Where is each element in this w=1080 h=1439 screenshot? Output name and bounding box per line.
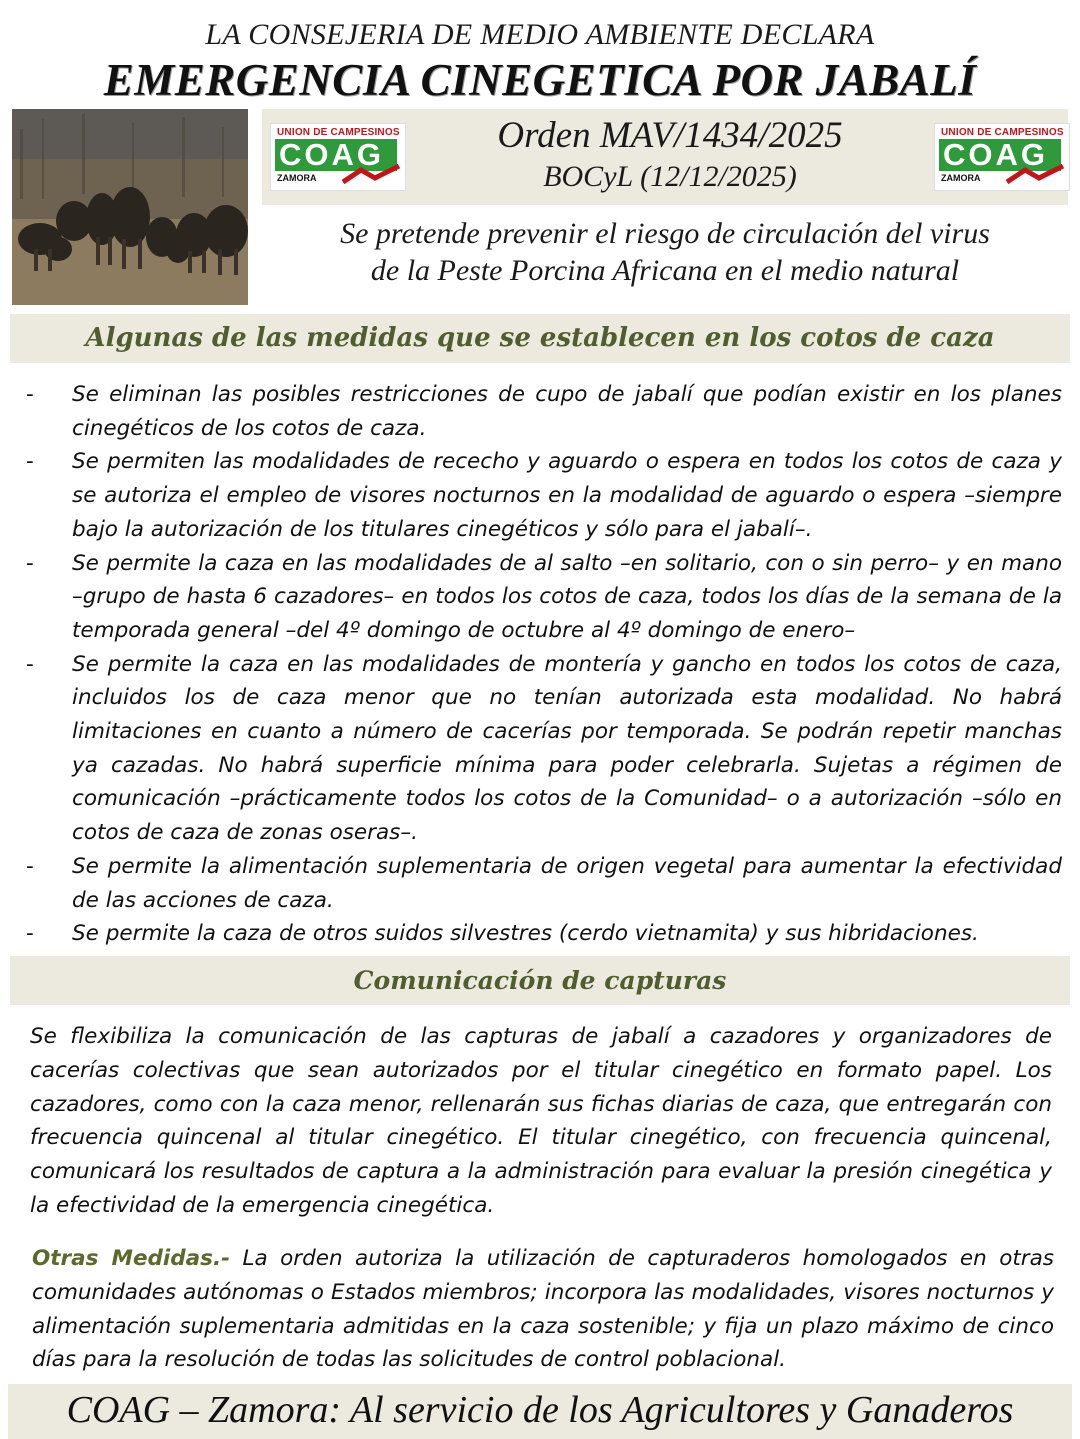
list-item [22, 547, 1062, 648]
logo-top-text: UNION DE CAMPESINOS [941, 127, 1064, 138]
list-item-text: Se permite la alimentación suplementaria de origen vegetal para aumentar la efectividad de las acciones de caza. [72, 853, 1062, 913]
list-item [22, 850, 1062, 917]
list-item-text: Se permite la caza en las modalidades de montería y gancho en todos los cotos de caza, incluidos los de caza menor que no tenían autorizada esta modalidad. No habrá limitaciones en cuanto a número de cacerías por temporada. Se podrán repetir manchas ya cazadas. No habrá superficie mínima para poder celebrarla. Sujetas a régimen de comunicación –prácticamente todos los cotos de la Comunidad– o a autorización –sólo en cotos de caza de zonas oseras–. [72, 651, 1062, 846]
captures-heading: Comunicación de capturas [353, 966, 727, 995]
list-item-text: Se permiten las modalidades de recechо y aguardo o espera en todos los cotos de caza y se autoriza el empleo de visores nocturnos en la modalidad de aguardo o espera –siempre bajo la autorización de los titulares cinegéticos y sólo para el jabalí–. [72, 449, 1062, 542]
logo-main-text: COAG [939, 139, 1061, 171]
coag-logo-right [934, 123, 1070, 191]
other-measures-paragraph [32, 1242, 1054, 1377]
intro-line-2: de la Peste Porcina Africana en el medio natural [370, 254, 960, 287]
captures-heading-band [10, 956, 1070, 1005]
other-measures-text: La orden autoriza la utilización de capturaderos homologados en otras comunidades autónomas o Estados miembros; incorpora las modalidades, visores nocturnos y alimentación suplementaria admitidas en la caza sostenible; y fija un plazo máximo de cinco días para la resolución de todas las solicitudes de control poblacional. [32, 1246, 1054, 1373]
logo-bottom-text: ZAMORA [277, 173, 317, 183]
bullet-dash: - [26, 651, 34, 677]
measures-heading-band [10, 314, 1070, 363]
logo-top-text: UNION DE CAMPESINOS [277, 127, 400, 138]
intro-text [262, 215, 1068, 289]
bullet-dash: - [26, 853, 34, 879]
measures-heading: Algunas de las medidas que se establecen en los cotos de caza [85, 323, 995, 353]
logo-bottom-text: ZAMORA [941, 173, 981, 183]
order-bulletin: BOCyL (12/12/2025) [543, 160, 797, 193]
list-item [22, 445, 1062, 546]
bullet-dash: - [26, 921, 34, 947]
wild-boar-photo [12, 109, 248, 305]
other-measures-label: Otras Medidas.- [32, 1246, 231, 1271]
measures-list [22, 378, 1062, 951]
footer-slogan: COAG – Zamora: Al servicio de los Agricultores y Ganaderos [66, 1389, 1014, 1431]
list-item-text: Se eliminan las posibles restricciones de cupo de jabalí que podían existir en los planes cinegéticos de los cotos de caza. [72, 382, 1062, 441]
order-title: Orden MAV/1434/2025 [497, 115, 843, 156]
list-item-text: Se permite la caza en las modalidades de al salto –en solitario, con o sin perro– y en mano –grupo de hasta 6 cazadores– en todos los cotos de caza, todos los días de la semana de la temporada general –del 4º domingo de octubre al 4º domingo de enero– [72, 550, 1062, 643]
list-item-text: Se permite la caza de otros suidos silvestres (cerdo vietnamita) y sus hibridaciones. [72, 921, 979, 947]
wild-boar-illustration [12, 109, 248, 305]
list-item [22, 378, 1062, 445]
intro-line-1: Se pretende prevenir el riesgo de circulación del virus [340, 217, 990, 250]
bullet-dash: - [26, 449, 34, 475]
header-subtitle: LA CONSEJERIA DE MEDIO AMBIENTE DECLARA [205, 18, 875, 51]
logo-swoosh-icon [1005, 164, 1067, 186]
bullet-dash: - [26, 382, 34, 407]
header-title: EMERGENCIA CINEGETICA POR JABALÍ [103, 55, 977, 105]
captures-paragraph: Se flexibiliza la comunicación de las capturas de jabalí a cazadores y organizadores de cacerías colectivas que sean autorizados por el titular cinegético en formato papel. Los cazadores, como con la caza menor, rellenarán sus fichas diarias de caza, que entregarán con frecuencia quincenal al titular cinegético. El titular cinegético, con frecuencia quincenal, comunicará los resultados de captura a la administración para evaluar la presión cinegética y la efectividad de la emergencia cinegética. [30, 1024, 1052, 1218]
coag-logo-left [270, 123, 406, 191]
bullet-dash: - [26, 550, 34, 576]
logo-swoosh-icon [341, 164, 403, 186]
logo-main-text: COAG [275, 139, 397, 171]
list-item [22, 648, 1062, 850]
list-item [22, 917, 1062, 951]
